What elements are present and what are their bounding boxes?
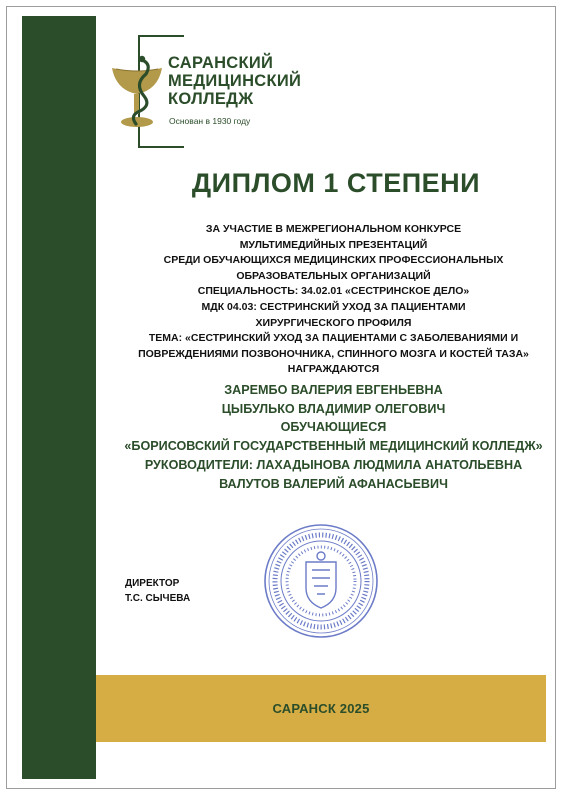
award-description (96, 222, 563, 378)
founded-caption: Основан в 1930 году (169, 116, 251, 126)
module-line: МДК 04.03: СЕСТРИНСКИЙ УХОД ЗА ПАЦИЕНТАМИ (201, 300, 466, 313)
diploma-title: ДИПЛОМ 1 СТЕПЕНИ (191, 168, 481, 198)
description-line: ЗА УЧАСТИЕ В МЕЖРЕГИОНАЛЬНОМ КОНКУРСЕ (205, 223, 462, 235)
students-label: ОБУЧАЮЩИЕСЯ (280, 420, 387, 435)
institution-name: «БОРИСОВСКИЙ ГОСУДАРСТВЕННЫЙ МЕДИЦИНСКИЙ КОЛЛЕДЖ» (124, 439, 543, 454)
director-role: ДИРЕКТОР (125, 578, 180, 589)
awarded-line: НАГРАЖДАЮТСЯ (287, 363, 380, 376)
module-line: ХИРУРГИЧЕСКОГО ПРОФИЛЯ (255, 316, 412, 329)
awardee-name: ЗАРЕМБО ВАЛЕРИЯ ЕВГЕНЬЕВНА (224, 383, 443, 397)
topic-line: ПОВРЕЖДЕНИЯМИ ПОЗВОНОЧНИКА, СПИННОГО МОЗГА И КОСТЕЙ ТАЗА» (138, 347, 529, 360)
description-line: МУЛЬТИМЕДИЙНЫХ ПРЕЗЕНТАЦИЙ (239, 238, 428, 251)
college-name (168, 54, 368, 108)
awardee-name: ЦЫБУЛЬКО ВЛАДИМИР ОЛЕГОВИЧ (221, 401, 446, 416)
footer-city-year: САРАНСК 2025 (272, 701, 370, 716)
topic-line: ТЕМА: «СЕСТРИНСКИЙ УХОД ЗА ПАЦИЕНТАМИ С ЗАБОЛЕВАНИЯМИ И (148, 332, 519, 345)
college-name-line-2: МЕДИЦИНСКИЙ (168, 72, 302, 90)
description-line: ОБРАЗОВАТЕЛЬНЫХ ОРГАНИЗАЦИЙ (236, 269, 431, 282)
official-seal-stamp (262, 522, 380, 640)
bowl-of-hygieia-icon (108, 50, 166, 132)
description-line: СРЕДИ ОБУЧАЮЩИХСЯ МЕДИЦИНСКИХ ПРОФЕССИОНАЛЬНЫХ (163, 254, 504, 267)
awardees-block (96, 381, 563, 493)
supervisors-line: РУКОВОДИТЕЛИ: ЛАХАДЫНОВА ЛЮДМИЛА АНАТОЛЬЕВНА (144, 457, 523, 472)
college-name-line-1: САРАНСКИЙ (168, 54, 274, 72)
director-name: Т.С. СЫЧЕВА (125, 593, 191, 604)
director-signature-block (125, 576, 190, 606)
specialty-line: СПЕЦИАЛЬНОСТЬ: 34.02.01 «СЕСТРИНСКОЕ ДЕЛО» (197, 285, 470, 298)
supervisors-line: ВАЛУТОВ ВАЛЕРИЙ АФАНАСЬЕВИЧ (219, 476, 448, 491)
left-green-bar (22, 16, 96, 779)
college-name-line-3: КОЛЛЕДЖ (168, 90, 254, 108)
